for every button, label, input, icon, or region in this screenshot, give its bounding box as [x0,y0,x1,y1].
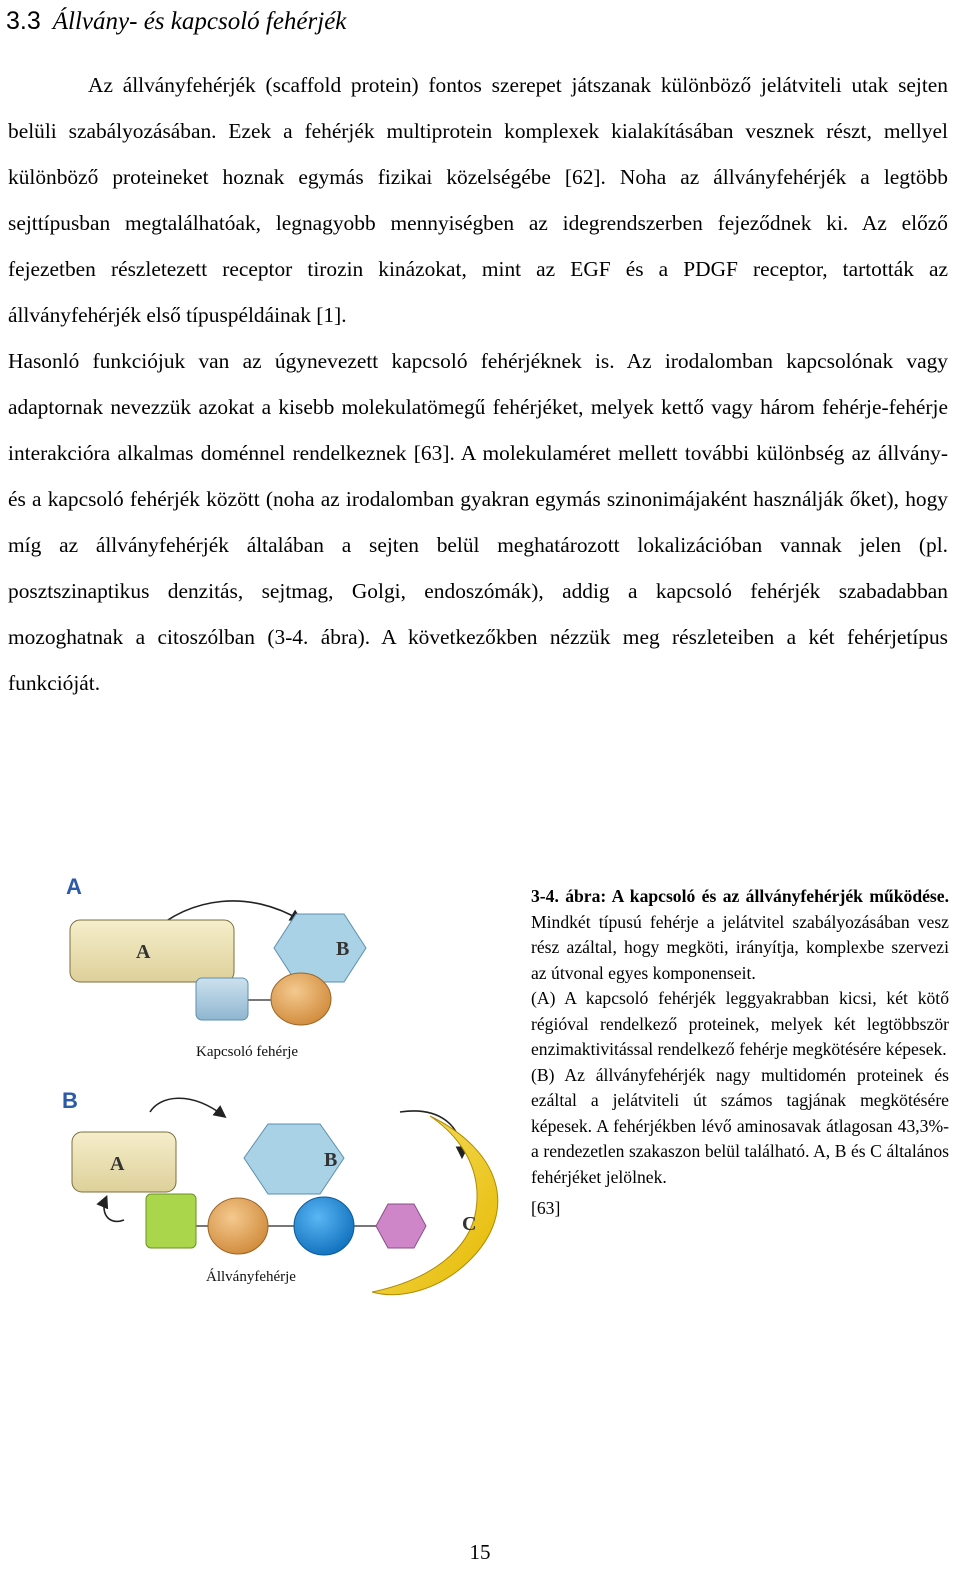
scaffold-domain-blue [294,1197,354,1255]
scaffold-domain-green [146,1194,196,1248]
adaptor-caption: Kapcsoló fehérje [196,1044,299,1060]
binding-arrow-b [150,1098,224,1116]
figure-caption [531,884,949,1222]
figure-illustration [0,860,520,1310]
scaffold-protein-c-label: C [462,1213,477,1235]
protein-a-block [70,920,234,982]
page-number: 15 [469,1540,491,1564]
protein-b-label: B [336,938,350,960]
caption-reference: [63] [531,1198,561,1218]
protein-a-label: A [136,941,151,963]
paragraph-adaptor-proteins: Hasonló funkciójuk van az úgynevezett kapcsoló fehérjéknek is. Az irodalomban kapcsolónak vagy adaptornak nevezzük azokat a kisebb molekulatömegű fehérjéket, melyek kettő vagy három fehérje-fehérje interakcióra alkalmas doménnel rendelkeznek [63]. A molekulaméret mellett további különbség az állvány- és a kapcsoló fehérjék között (noha az irodalomban gyakran egymás szinonimájaként használják őket), hogy míg az állványfehérjék általában a sejten belül meghatározott lokalizációban vannak jelen (pl. posztszinaptikus denzitás, sejtmag, Golgi, endoszómák), addig a kapcsoló fehérjék szabadabban mozoghatnak a citoszólban (3-4. ábra). A következőkben nézzük meg részleteiben a két fehérjetípus funkcióját. [8,349,948,695]
binding-arrow-a-scaffold [104,1198,124,1221]
scaffold-caption: Állványfehérje [206,1269,296,1285]
paragraph-scaffold-intro: Az állványfehérjék (scaffold protein) fontos szerepet játszanak különböző jelátviteli utak sejten belüli szabályozásában. Ezek a fehérjék multiprotein komplexek kialakításában vesznek részt, mellyel különböző proteineket hoznak egymás fizikai közelségébe [62]. Noha az állványfehérjék a legtöbb sejttípusban megtalálhatóak, legnagyobb mennyiségben az idegrendszerben fejeződnek ki. Az előző fejezetben részletezett receptor tirozin kinázokat, mint az EGF és a PDGF receptor, tartották az állványfehérjék első típuspéldáinak [1]. [8,73,948,327]
caption-title: 3-4. ábra: A kapcsoló és az állványfehérjék működése. [531,886,949,906]
scaffold-domain-orange [208,1198,268,1254]
scaffold-protein-b-label: B [324,1149,338,1171]
adaptor-domain-2 [271,973,331,1025]
adaptor-domain-1 [196,978,248,1020]
section-heading [6,4,346,39]
caption-text-1: Mindkét típusú fehérje a jelátvitel szabályozásában vesz rész azáltal, hogy megköti, irányítja, komplexbe szervezi az útvonal egyes komponenseit. [531,911,949,983]
scaffold-protein-a-label: A [110,1153,125,1175]
panel-b-letter: B [62,1088,78,1113]
caption-intro [531,884,949,986]
section-title: Állvány- és kapcsoló fehérjék [52,8,347,35]
figure-3-4 [0,860,520,1310]
caption-text-b: (B) Az állványfehérjék nagy multidomén proteinek és ezáltal a jelátviteli út számos tagjának megkötésére képesek. A fehérjékben lévő aminosavak átlagosan 43,3%-a rendezetlen szakaszon belül található. A, B és C általános fehérjéket jelölnek. [531,1064,949,1187]
body-text [8,62,948,706]
section-number: 3.3 [6,7,41,35]
protein-b-hexagon [274,914,366,982]
caption-text-a: (A) A kapcsoló fehérjék leggyakrabban kicsi, két kötő régióval rendelkező proteinek, melyek két legtöbbször enzimaktivitással rendelkező fehérje megkötésére képesek. [531,988,949,1059]
scaffold-domain-purple [376,1204,426,1248]
panel-a-letter: A [66,874,82,899]
